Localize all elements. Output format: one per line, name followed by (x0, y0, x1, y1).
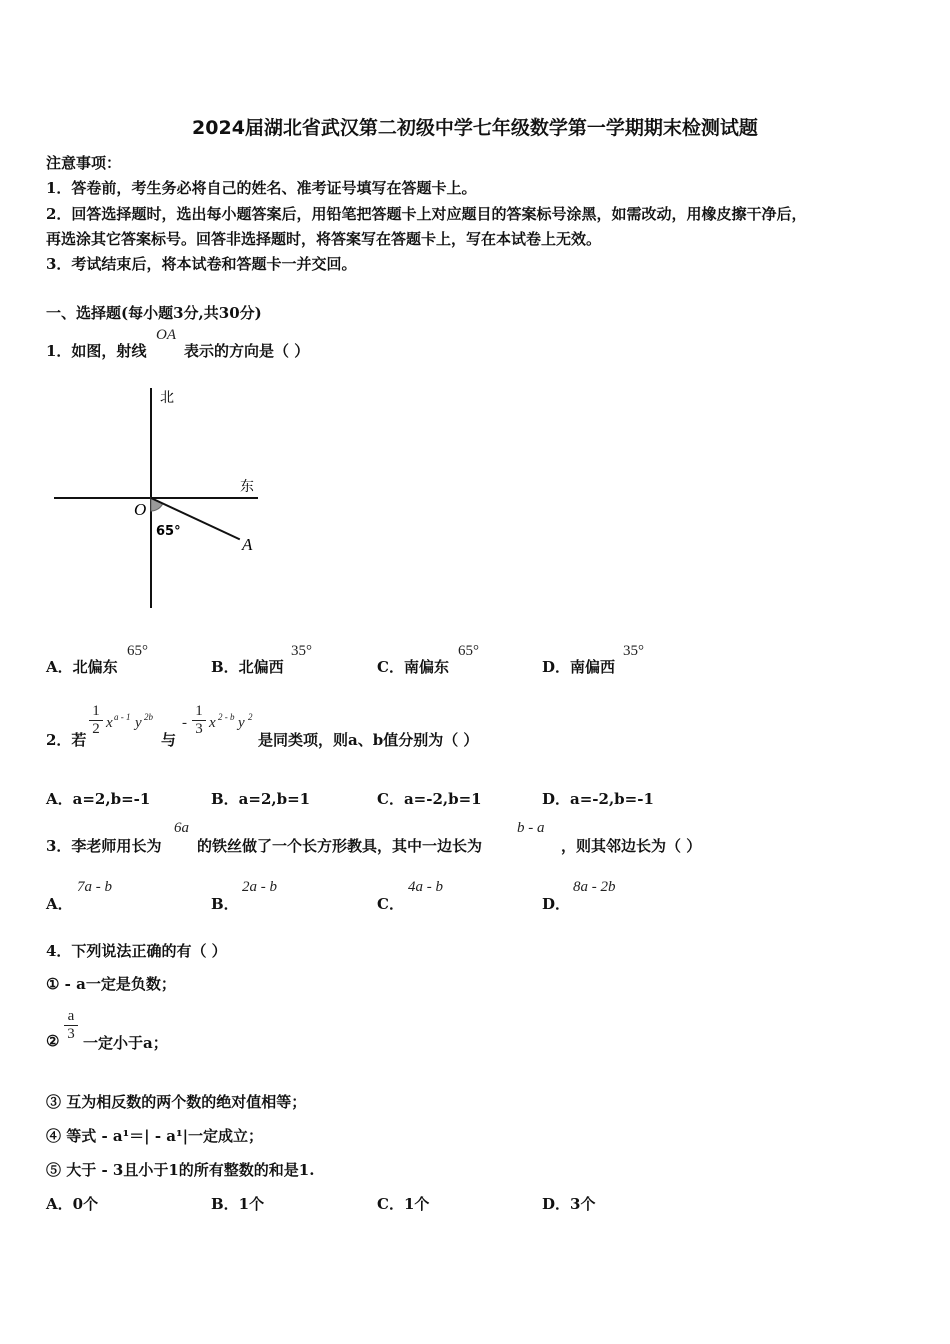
q4-statement-3: ③ 互为相反数的两个数的绝对值相等； (46, 1093, 307, 1111)
q4-statement-2-numerator: a (67, 1008, 75, 1024)
q3-math-side: b - a (517, 820, 545, 836)
q2-stem-suffix: 是同类项，则a、b值分别为（ ） (258, 731, 479, 749)
notice-heading: 注意事项： (46, 154, 122, 172)
page-title: 2024届湖北省武汉第二初级中学七年级数学第一学期期末检测试题 (192, 117, 758, 139)
q4-option-a[interactable]: A．0个 (46, 1195, 99, 1213)
q3-option-b[interactable]: B． (211, 895, 239, 913)
q1-option-a-math: 65° (127, 643, 148, 659)
q1-option-b[interactable]: B．北偏西 (211, 658, 284, 676)
q1-option-c-math: 65° (458, 643, 479, 659)
q2-stem-prefix: 2．若 (46, 731, 87, 749)
notice-item-1: 1．答卷前，考生务必将自己的姓名、准考证号填写在答题卡上。 (46, 179, 477, 197)
q3-option-c-math: 4a - b (408, 879, 443, 895)
q4-statement-4: ④ 等式 - a¹＝| - a¹|一定成立； (46, 1127, 264, 1145)
q3-option-b-math: 2a - b (242, 879, 277, 895)
q2-option-c[interactable]: C．a=-2,b=1 (377, 790, 482, 808)
origin-label: O (134, 500, 147, 519)
q4-option-c[interactable]: C．1个 (377, 1195, 430, 1213)
q4-statement-2-suffix: 一定小于a； (83, 1034, 168, 1052)
q2-conjunction: 与 (161, 731, 177, 749)
q2-term1-y: y (135, 715, 142, 731)
q2-option-d[interactable]: D．a=-2,b=-1 (542, 790, 654, 808)
notice-item-2-line-2: 再选涂其它答案标号。回答非选择题时，将答案写在答题卡上，写在本试卷上无效。 (46, 230, 602, 248)
q2-term1-x: x (106, 715, 113, 731)
q3-option-a-math: 7a - b (77, 879, 112, 895)
q3-stem-prefix: 3．李老师用长为 (46, 837, 162, 855)
q1-compass-figure (40, 380, 280, 620)
q4-statement-1: ① - a一定是负数； (46, 975, 176, 993)
q2-term1-denominator: 2 (89, 720, 103, 738)
q2-term2-y: y (238, 715, 245, 731)
angle-label: 65° (156, 524, 181, 539)
q2-term2-y-exponent: 2 (248, 712, 253, 722)
q4-statement-2-fraction (64, 1008, 78, 1043)
q4-stem: 4．下列说法正确的有（ ） (46, 942, 227, 960)
q3-option-c[interactable]: C． (377, 895, 404, 913)
q3-stem-middle: 的铁丝做了一个长方形教具，其中一边长为 (197, 837, 483, 855)
q1-option-d[interactable]: D．南偏西 (542, 658, 616, 676)
q4-statement-2-denominator: 3 (64, 1025, 78, 1043)
q4-statement-2-prefix: ② (46, 1032, 60, 1050)
q1-option-d-math: 35° (623, 643, 644, 659)
notice-item-3: 3．考试结束后，将本试卷和答题卡一并交回。 (46, 255, 357, 273)
q2-option-a[interactable]: A．a=2,b=-1 (46, 790, 151, 808)
q2-term2-numerator: 1 (195, 703, 203, 719)
q3-option-a[interactable]: A． (46, 895, 73, 913)
q3-math-perimeter: 6a (174, 820, 189, 836)
north-label: 北 (160, 390, 174, 406)
q4-option-b[interactable]: B．1个 (211, 1195, 265, 1213)
q2-term1-y-exponent: 2b (144, 712, 153, 722)
q2-option-b[interactable]: B．a=2,b=1 (211, 790, 311, 808)
q1-option-c[interactable]: C．南偏东 (377, 658, 449, 676)
q3-option-d-math: 8a - 2b (573, 879, 616, 895)
q2-term2-fraction (192, 703, 206, 738)
q2-term2-x: x (209, 715, 216, 731)
q2-term1-x-exponent: a - 1 (114, 712, 131, 722)
q4-statement-5: ⑤ 大于 - 3且小于1的所有整数的和是1. (46, 1161, 315, 1179)
section-heading: 一、选择题(每小题3分,共30分) (46, 304, 262, 322)
q1-option-a[interactable]: A．北偏东 (46, 658, 118, 676)
notice-item-2-line-1: 2．回答选择题时，选出每小题答案后，用铅笔把答题卡上对应题目的答案标号涂黑，如需改动，用橡皮擦干净后， (46, 205, 807, 223)
q2-term1-fraction (89, 703, 103, 738)
q1-stem-prefix: 1．如图，射线 (46, 342, 147, 360)
q3-option-d[interactable]: D． (542, 895, 571, 913)
q1-option-b-math: 35° (291, 643, 312, 659)
q2-term1-numerator: 1 (92, 703, 100, 719)
q1-math-oa: OA (156, 327, 176, 343)
q2-term2-sign: - (182, 715, 187, 731)
q1-stem-suffix: 表示的方向是（ ） (184, 342, 310, 360)
q3-stem-suffix: ，则其邻边长为（ ） (561, 837, 702, 855)
q4-option-d[interactable]: D．3个 (542, 1195, 596, 1213)
q2-term2-denominator: 3 (192, 720, 206, 738)
point-a-label: A (242, 535, 253, 554)
q2-term2-x-exponent: 2 - b (218, 712, 235, 722)
east-label: 东 (240, 479, 254, 495)
